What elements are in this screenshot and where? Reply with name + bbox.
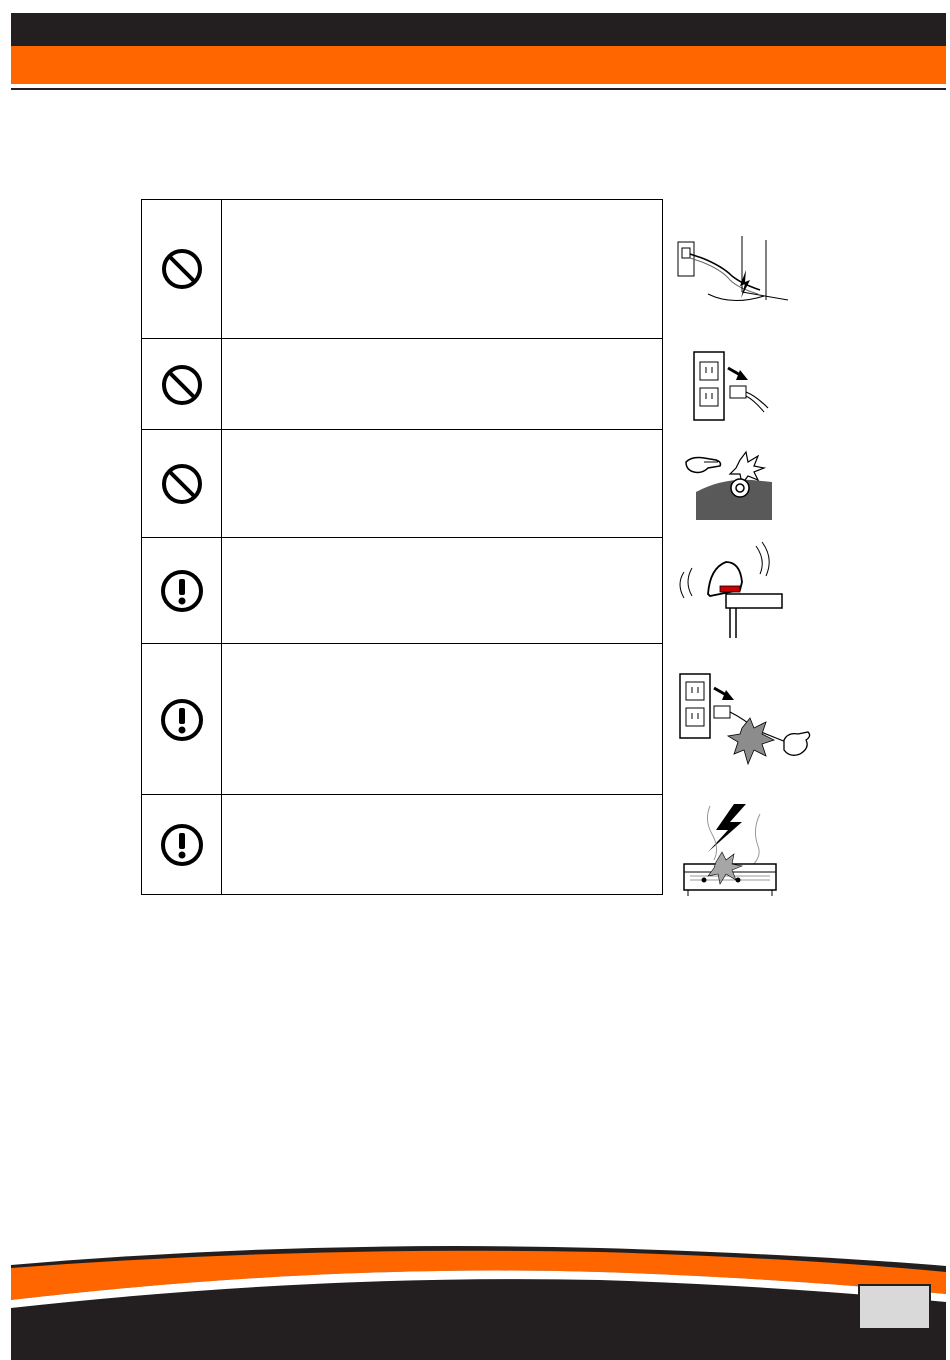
warnings-table	[141, 199, 663, 895]
warning-text	[223, 200, 662, 338]
warning-text	[223, 538, 662, 644]
falling-device-illustration	[670, 538, 784, 642]
warning-row-6	[142, 794, 662, 895]
warning-row-4	[142, 537, 662, 644]
exclamation-icon	[142, 538, 222, 644]
wet-hands-plug-illustration	[676, 670, 816, 766]
unplug-illustration	[684, 348, 774, 423]
page-number-box	[858, 1284, 931, 1330]
footer-swoosh	[0, 1230, 950, 1360]
warning-text	[223, 430, 662, 538]
warning-text	[223, 795, 662, 895]
prohibition-icon	[142, 430, 222, 538]
warning-row-1	[142, 200, 662, 338]
warning-text	[223, 339, 662, 430]
exclamation-icon	[142, 795, 222, 895]
warning-row-3	[142, 429, 662, 538]
hot-surface-illustration	[682, 448, 776, 520]
warning-row-5	[142, 643, 662, 795]
exclamation-icon	[142, 644, 222, 795]
warning-row-2	[142, 338, 662, 430]
header-rule	[11, 88, 946, 90]
warning-text	[223, 644, 662, 795]
header-accent-bar	[11, 46, 946, 84]
prohibition-icon	[142, 200, 222, 338]
prohibition-icon	[142, 339, 222, 430]
lightning-storm-illustration	[680, 800, 780, 896]
damaged-cord-illustration	[672, 232, 792, 307]
header-top-bar	[11, 13, 946, 46]
